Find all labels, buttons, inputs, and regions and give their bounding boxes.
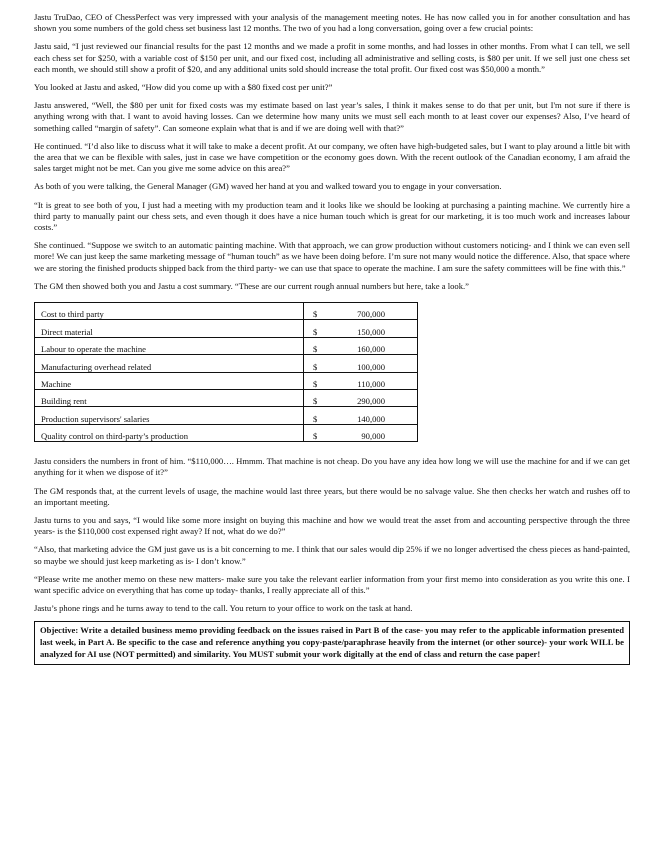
asset-treatment-paragraph: Jastu turns to you and says, “I would like some more insight on buying this machine and how we would treat the asset from and accounting perspective through the three years- is the $110,000 cost expensed right away? If not, what do we do?”: [34, 515, 630, 537]
cost-table-row: [35, 390, 418, 407]
machine-cost-paragraph: Jastu considers the numbers in front of him. “$110,000…. Hmmm. That machine is not cheap. Do you have any idea how long we will use the machine for and if we can get anything for it when we dispose of it?”: [34, 456, 630, 478]
profit-discussion-paragraph: He continued. “I’d also like to discuss what it will take to make a decent profit. At our company, we often have high-budgeted sales, but I want to play around a little bit with the area that we can be flexible with sales, just in case we have competition or the economy goes down. With the recent outlook of the Canadian economy, I am afraid the sales target might not be met. Can you give me some advice on this area?”: [34, 140, 630, 174]
cost-amount-value: 90,000: [361, 431, 385, 442]
cost-item-label: Labour to operate the machine: [35, 337, 304, 354]
gm-painting-machine-paragraph: “It is great to see both of you, I just had a meeting with my production team and it looks like we should be looking at purchasing a painting machine. We currently hire a third party to manually paint our chess sets, and even though it does have a nice human touch which is great for our marketing, it is too much work and increases labour costs.”: [34, 199, 630, 233]
cost-amount-value: 290,000: [357, 396, 385, 407]
objective-box: Objective: Write a detailed business memo providing feedback on the issues raised in Part B of the case- you may refer to the applicable information presented last week, in Part A. Be specific to the case and reference anything you copy-paste/paraphrase heavily from the internet (or other source)- your work WILL be analyzed for AI use (NOT permitted) and similarity. You MUST submit your work digitally at the end of class and return the case paper!: [34, 621, 630, 664]
gm-arrival-paragraph: As both of you were talking, the General Manager (GM) waved her hand at you and walked toward you to engage in your conversation.: [34, 181, 502, 192]
cost-amount-value: 140,000: [357, 413, 385, 424]
currency-symbol: $: [313, 396, 318, 407]
cost-table-row: [35, 407, 418, 424]
cost-table-row: [35, 372, 418, 389]
currency-symbol: $: [313, 413, 318, 424]
cost-item-label: Machine: [35, 372, 304, 389]
memo-request-paragraph: “Please write me another memo on these new matters- make sure you take the relevant earlier information from your first memo into consideration as you write this one. I want specific advice on everything that has come up today- thanks, I really appreciate all of this.”: [34, 573, 630, 596]
cost-item-label: Building rent: [35, 390, 304, 407]
cost-summary-table: [34, 302, 418, 442]
cost-amount-cell: [304, 320, 418, 337]
jastu-financial-results-paragraph: Jastu said, “I just reviewed our financial results for the past 12 months and we made a profit in some months, and had losses in other months. From what I can tell, we sell each chess set for $250, with a variable cost of $150 per unit, and our fixed cost, including all administrative and selling costs, is $80 per unit. If we sell just one chess set each month, we should still show a profit of $20, and any additional units sold should increase the total profit. Our fixed cost was $50,000 a month.”: [34, 41, 630, 74]
cost-table-row: [35, 303, 418, 320]
cost-table-row: [35, 337, 418, 354]
currency-symbol: $: [313, 431, 318, 442]
currency-symbol: $: [313, 361, 318, 372]
cost-table-row: [35, 424, 418, 441]
cost-amount-value: 100,000: [357, 361, 385, 372]
cost-item-label: Quality control on third-party’s production: [35, 424, 304, 441]
cost-item-label: Manufacturing overhead related: [35, 355, 304, 372]
cost-amount-cell: [304, 355, 418, 372]
cost-summary-intro-paragraph: The GM then showed both you and Jastu a cost summary. “These are our current rough annual numbers but here, take a look.”: [34, 280, 469, 291]
marketing-concern-paragraph: “Also, that marketing advice the GM just gave us is a bit concerning to me. I think that our sales would dip 25% if we no longer advertised the chess pieces as hand-painted, so maybe we should just keep marketing as is- I don’t know.”: [34, 544, 630, 566]
cost-item-label: Production supervisors' salaries: [35, 407, 304, 424]
cost-amount-cell: [304, 303, 418, 320]
currency-symbol: $: [313, 344, 318, 355]
cost-amount-value: 150,000: [357, 326, 385, 337]
cost-table-row: [35, 355, 418, 372]
cost-amount-value: 700,000: [357, 309, 385, 320]
currency-symbol: $: [313, 326, 318, 337]
cost-amount-value: 110,000: [357, 379, 385, 390]
cost-item-label: Direct material: [35, 320, 304, 337]
cost-amount-cell: [304, 407, 418, 424]
currency-symbol: $: [313, 379, 318, 390]
cost-amount-cell: [304, 372, 418, 389]
jastu-answer-paragraph: Jastu answered, “Well, the $80 per unit for fixed costs was my estimate based on last year’s sales, I think it makes sense to do that per unit, but I'm not sure if there is anything wrong with that. I want to avoid having losses. Can we determine how many units we must sell each month to at least cover our expenses? Also, I’ve heard of something called “margin of safety”. Can someone explain what that is and if we are doing well with that?”: [34, 100, 630, 133]
cost-item-label: Cost to third party: [35, 303, 304, 320]
cost-table-row: [35, 320, 418, 337]
currency-symbol: $: [313, 309, 318, 320]
cost-amount-cell: [304, 337, 418, 354]
closing-paragraph: Jastu’s phone rings and he turns away to tend to the call. You return to your office to work on the task at hand.: [34, 603, 413, 614]
machine-life-paragraph: The GM responds that, at the current levels of usage, the machine would last three years, but there would be no salvage value. She then checks her watch and rushes off to an important meeting.: [34, 485, 630, 507]
fixed-cost-question-paragraph: You looked at Jastu and asked, “How did you come up with a $80 fixed cost per unit?”: [34, 82, 333, 93]
cost-amount-cell: [304, 424, 418, 441]
cost-amount-value: 160,000: [357, 344, 385, 355]
gm-automation-paragraph: She continued. “Suppose we switch to an automatic painting machine. With that approach, we can grow production without customers noticing- and I think we can even sell more! We can just keep the same marketing message of “human touch” as we have been doing before. I’m sure not many would notice the difference. Also, that space where we are storing the finished products shipped back from the third party- we can use that space to operate the machine. I am sure the safety committees will be fine with this.”: [34, 240, 630, 273]
cost-amount-cell: [304, 390, 418, 407]
intro-paragraph: Jastu TruDao, CEO of ChessPerfect was very impressed with your analysis of the management meeting notes. He has now called you in for another consultation and has shown you some numbers of the gold chess set business last 12 months. The two of you had a long conversation, going over a few crucial points:: [34, 12, 630, 34]
